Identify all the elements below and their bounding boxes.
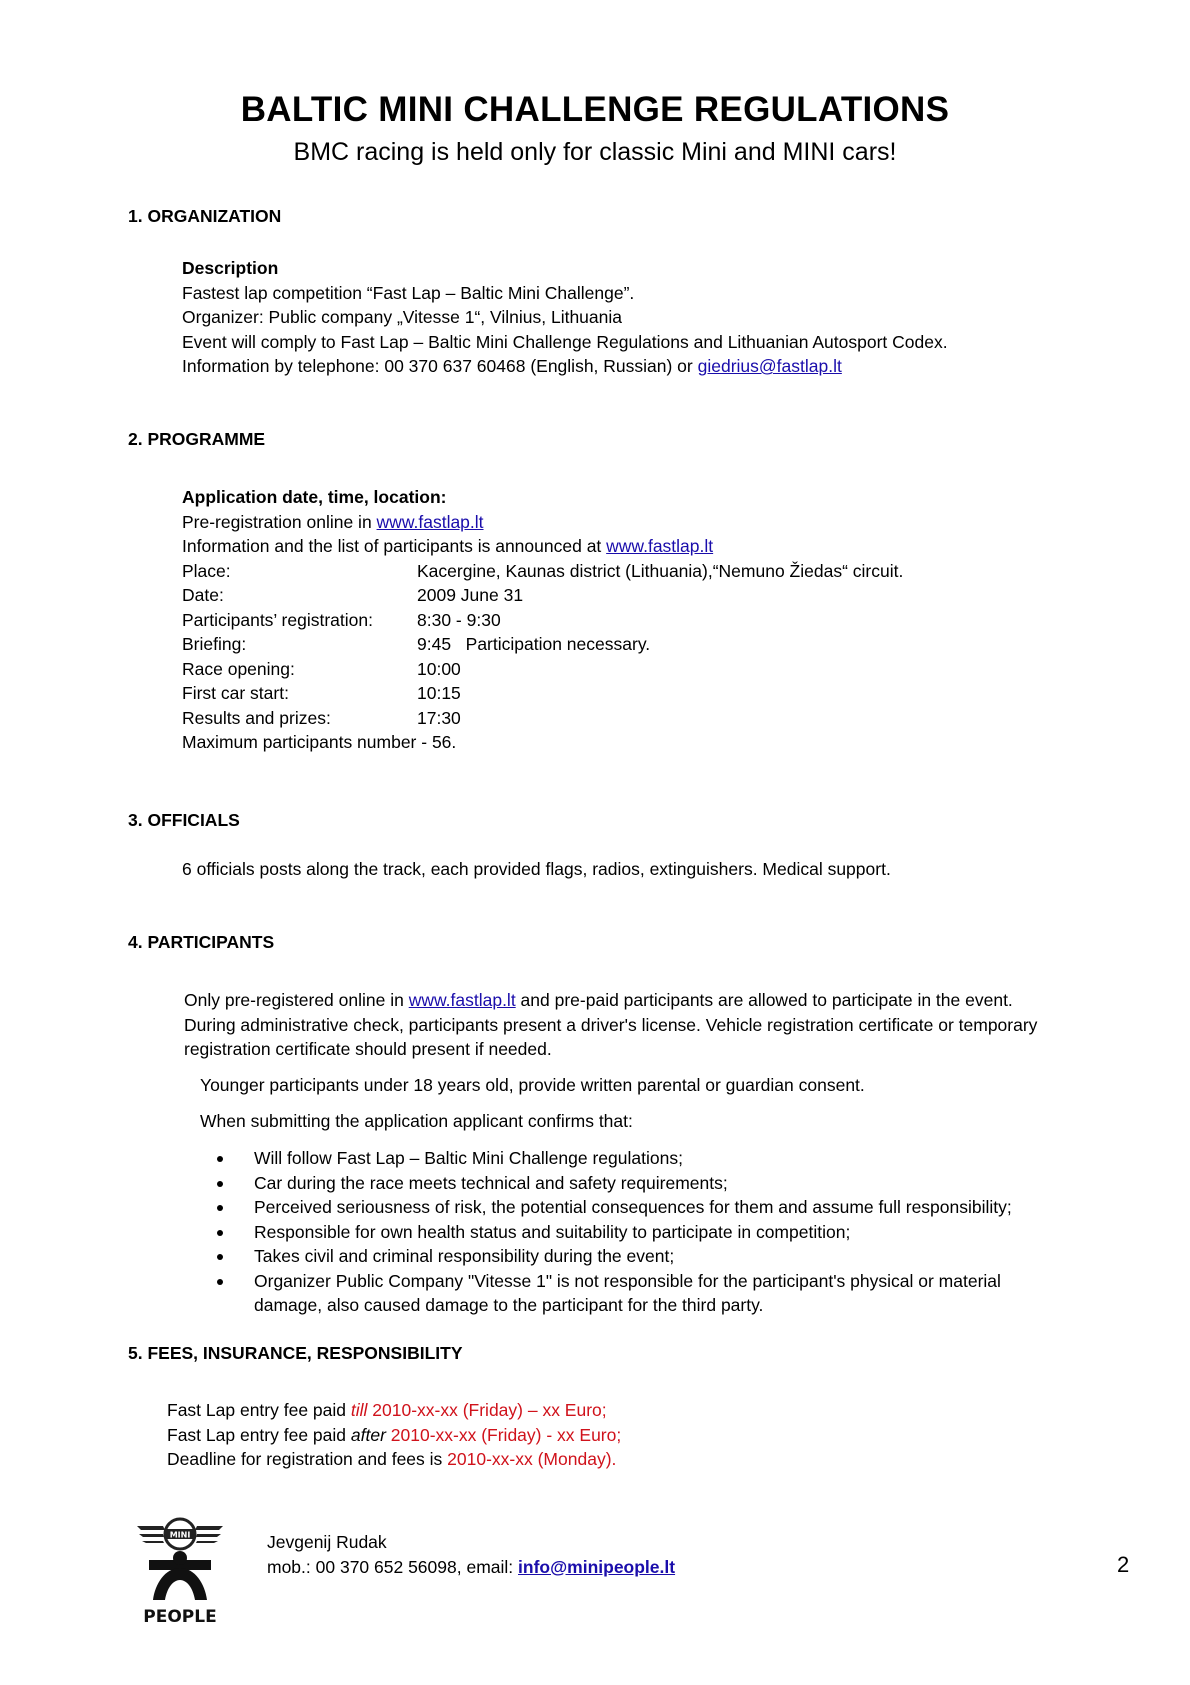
bullet-icon [217, 1156, 223, 1162]
schedule-value: 9:45 Participation necessary. [417, 634, 651, 654]
participants-confirm-line: When submitting the application applicant confirms that: [200, 1111, 633, 1131]
list-item: Perceived seriousness of risk, the potential consequences for them and assume full responsibility; [200, 1195, 1012, 1220]
organization-line: Event will comply to Fast Lap – Baltic Mini Challenge Regulations and Lithuanian Autosport Codex. [182, 331, 948, 352]
schedule-label: First car start: [182, 683, 289, 703]
organization-line: Organizer: Public company „Vitesse 1“, Vilnius, Lithuania [182, 307, 622, 327]
fee-line: Deadline for registration and fees is 2010-xx-xx (Monday). [167, 1449, 617, 1469]
section-heading-organization: 1. ORGANIZATION [128, 206, 282, 226]
confirmation-list [200, 1146, 1012, 1318]
organizer-email-link[interactable]: giedrius@fastlap.lt [697, 356, 842, 376]
list-item: Responsible for own health status and suitability to participate in competition; [200, 1220, 1012, 1245]
schedule-value: 2009 June 31 [417, 585, 524, 605]
fees-block [167, 1398, 621, 1472]
officials-text: 6 officials posts along the track, each provided flags, radios, extinguishers. Medical support. [182, 859, 891, 879]
schedule-row [182, 657, 903, 682]
mini-people-logo [135, 1508, 225, 1628]
list-item: Organizer Public Company "Vitesse 1" is not responsible for the participant's physical or material damage, also caused damage to the participant for the third party. [200, 1269, 1012, 1318]
participants-registration-link[interactable]: www.fastlap.lt [408, 990, 516, 1010]
bullet-icon [217, 1181, 223, 1187]
bullet-icon [217, 1279, 223, 1285]
section-heading-officials: 3. OFFICIALS [128, 810, 240, 830]
schedule-row [182, 608, 903, 633]
organization-line: Fastest lap competition “Fast Lap – Baltic Mini Challenge”. [182, 282, 635, 303]
schedule-value: 8:30 - 9:30 [417, 609, 501, 630]
participants-block [184, 988, 1037, 1062]
footer-email-link[interactable]: info@minipeople.lt [518, 1556, 676, 1577]
schedule-row [182, 583, 903, 608]
footer-name: Jevgenij Rudak [267, 1532, 387, 1552]
page-number: 2 [1117, 1552, 1130, 1577]
logo-badge-text: MINI [169, 1530, 191, 1540]
schedule-label: Date: [182, 585, 224, 605]
schedule-row [182, 706, 903, 731]
fee-line: Fast Lap entry fee paid after 2010-xx-xx (Friday) - xx Euro; [167, 1424, 622, 1445]
schedule-row [182, 632, 903, 657]
programme-block [182, 485, 903, 755]
bullet-icon [217, 1205, 223, 1211]
participants-line: During administrative check, participants present a driver's license. Vehicle registration certificate or temporary [184, 1014, 1038, 1035]
bullet-icon [217, 1254, 223, 1260]
schedule-row [182, 559, 903, 584]
document-title: BALTIC MINI CHALLENGE REGULATIONS [240, 90, 950, 129]
schedule-value: Kacergine, Kaunas district (Lithuania),“Nemuno Žiedas“ circuit. [417, 560, 904, 581]
max-participants-line: Maximum participants number - 56. [182, 732, 457, 752]
preregistration-link[interactable]: www.fastlap.lt [376, 511, 484, 532]
organization-block [182, 256, 948, 379]
logo-wing-left [137, 1526, 165, 1543]
footer-contact-line: mob.: 00 370 652 56098, email: info@minipeople.lt [267, 1556, 676, 1577]
schedule-row [182, 681, 903, 706]
logo-figure-legs [153, 1568, 207, 1600]
programme-subheading: Application date, time, location: [182, 487, 447, 507]
bullet-icon [217, 1230, 223, 1236]
schedule-label: Race opening: [182, 658, 295, 679]
schedule-label: Briefing: [182, 634, 247, 654]
fee-line: Fast Lap entry fee paid till 2010-xx-xx (Friday) – xx Euro; [167, 1400, 607, 1420]
footer-contact [267, 1530, 675, 1579]
schedule-value: 10:00 [417, 658, 461, 679]
list-item: Will follow Fast Lap – Baltic Mini Challenge regulations; [200, 1146, 1012, 1171]
participants-consent-line: Younger participants under 18 years old, provide written parental or guardian consent. [200, 1075, 865, 1095]
participants-line: Only pre-registered online in www.fastlap.lt and pre-paid participants are allowed to participate in the event. [184, 990, 1013, 1010]
list-item: Takes civil and criminal responsibility during the event; [200, 1244, 1012, 1269]
participants-line: registration certificate should present if needed. [184, 1039, 552, 1059]
section-heading-participants: 4. PARTICIPANTS [128, 932, 275, 952]
document-subtitle: BMC racing is held only for classic Mini and MINI cars! [293, 138, 897, 166]
schedule-label: Place: [182, 560, 231, 581]
schedule-label: Participants’ registration: [182, 609, 373, 630]
organization-subheading: Description [182, 258, 279, 278]
logo-wing-right [195, 1526, 223, 1543]
logo-wordmark: PEOPLE [143, 1607, 217, 1627]
participants-info-line: Information and the list of participants is announced at www.fastlap.lt [182, 536, 714, 556]
organization-contact-line: Information by telephone: 00 370 637 60468 (English, Russian) or giedrius@fastlap.lt [182, 356, 842, 376]
list-item: Car during the race meets technical and safety requirements; [200, 1171, 1012, 1196]
schedule-value: 10:15 [417, 683, 461, 703]
section-heading-programme: 2. PROGRAMME [128, 429, 266, 449]
participants-info-link[interactable]: www.fastlap.lt [606, 536, 714, 556]
schedule-value: 17:30 [417, 707, 461, 728]
logo-figure-head [173, 1551, 187, 1565]
preregistration-line: Pre-registration online in www.fastlap.lt [182, 511, 484, 532]
schedule-label: Results and prizes: [182, 707, 331, 728]
section-heading-fees: 5. FEES, INSURANCE, RESPONSIBILITY [128, 1343, 463, 1363]
